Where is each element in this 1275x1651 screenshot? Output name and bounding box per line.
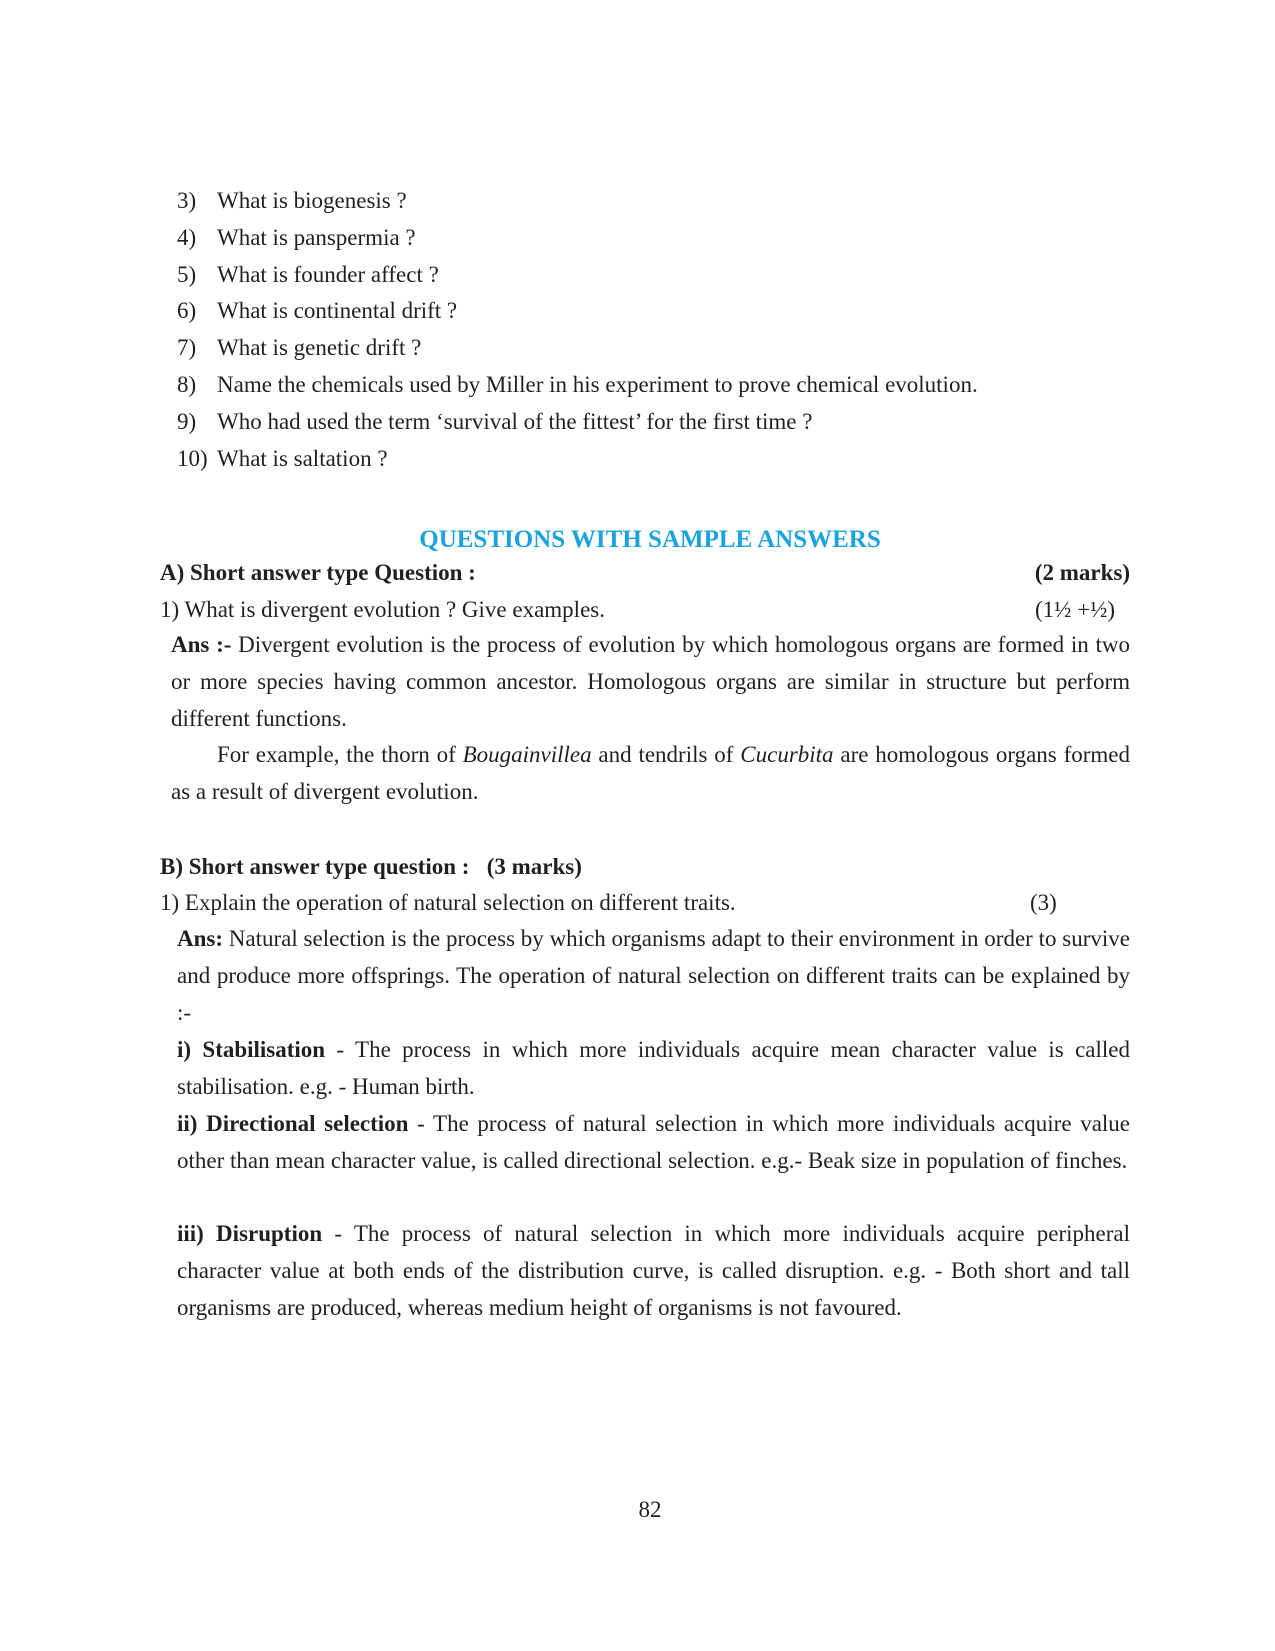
example-text: and tendrils of — [591, 742, 741, 767]
answer-text: Divergent evolution is the process of evolution by which homologous organs are formed in two or more species having common ancestor. Homologous organs are similar in structure but perform different functions. — [171, 632, 1130, 731]
point-directional-selection — [177, 1105, 1130, 1179]
question-number: 3) — [177, 188, 197, 213]
question-text: What is founder affect ? — [217, 262, 439, 287]
section-b-title — [160, 852, 582, 882]
question-number: 4) — [177, 225, 197, 250]
point-label: ii) Directional selection — [177, 1111, 409, 1136]
point-disruption — [177, 1215, 1130, 1326]
example-species: Bougainvillea — [462, 742, 592, 767]
point-text: - The process of natural selection in which more individuals acquire value other than mean character value, is called directional selection. e.g.- Beak size in population of finches. — [177, 1111, 1130, 1173]
answer-label: Ans: — [177, 926, 224, 951]
question-text: Who had used the term ‘survival of the fittest’ for the first time ? — [217, 409, 813, 434]
question-text: What is continental drift ? — [217, 298, 458, 323]
point-label: iii) Disruption — [177, 1221, 323, 1246]
question-text: What is genetic drift ? — [217, 335, 422, 360]
section-b-marks: (3 marks) — [486, 854, 582, 879]
page-number: 82 — [638, 1497, 662, 1522]
question-number: 5) — [177, 262, 197, 287]
answer-text: Natural selection is the process by which organisms adapt to their environment in order to survive and produce more offsprings. The operation of natural selection on different traits can be explained by :- — [177, 926, 1130, 1025]
point-stabilisation — [177, 1031, 1130, 1105]
section-a-marks: (2 marks) — [1034, 560, 1130, 585]
point-label: i) Stabilisation — [177, 1037, 326, 1062]
example-species: Cucurbita — [740, 742, 834, 767]
section-b-answer — [177, 920, 1130, 1031]
question-number: 7) — [177, 335, 197, 360]
point-text: - The process in which more individuals acquire mean character value is called stabilisation. e.g. - Human birth. — [177, 1037, 1130, 1099]
section-a-answer — [171, 626, 1130, 737]
section-heading: QUESTIONS WITH SAMPLE ANSWERS — [419, 526, 881, 553]
question-number: 8) — [177, 372, 197, 397]
point-text: - The process of natural selection in which more individuals acquire peripheral character value at both ends of the distribution curve, is called disruption. e.g. - Both short and tall organisms are produced, whereas medium height of organisms is not favoured. — [177, 1221, 1130, 1320]
section-b-question-marks: (3) — [1030, 890, 1057, 915]
section-a-question: 1) What is divergent evolution ? Give examples. — [160, 597, 605, 622]
question-text: What is biogenesis ? — [217, 188, 407, 213]
answer-label: Ans :- — [171, 632, 232, 657]
question-number: 9) — [177, 409, 197, 434]
example-text: are homologous organs formed as a result of divergent evolution. — [171, 742, 1130, 804]
question-number: 6) — [177, 298, 197, 323]
section-a-question-marks: (1½ +½) — [1034, 597, 1115, 622]
question-text: What is panspermia ? — [217, 225, 416, 250]
section-a-example — [171, 736, 1130, 810]
question-number: 10) — [177, 446, 208, 471]
example-text: For example, the thorn of — [217, 742, 463, 767]
question-text: Name the chemicals used by Miller in his experiment to prove chemical evolution. — [217, 372, 978, 397]
section-b-question: 1) Explain the operation of natural selection on different traits. — [160, 890, 736, 915]
section-a-title: A) Short answer type Question : — [160, 560, 476, 585]
section-b-title-text: B) Short answer type question : — [160, 854, 470, 879]
question-text: What is saltation ? — [217, 446, 388, 471]
